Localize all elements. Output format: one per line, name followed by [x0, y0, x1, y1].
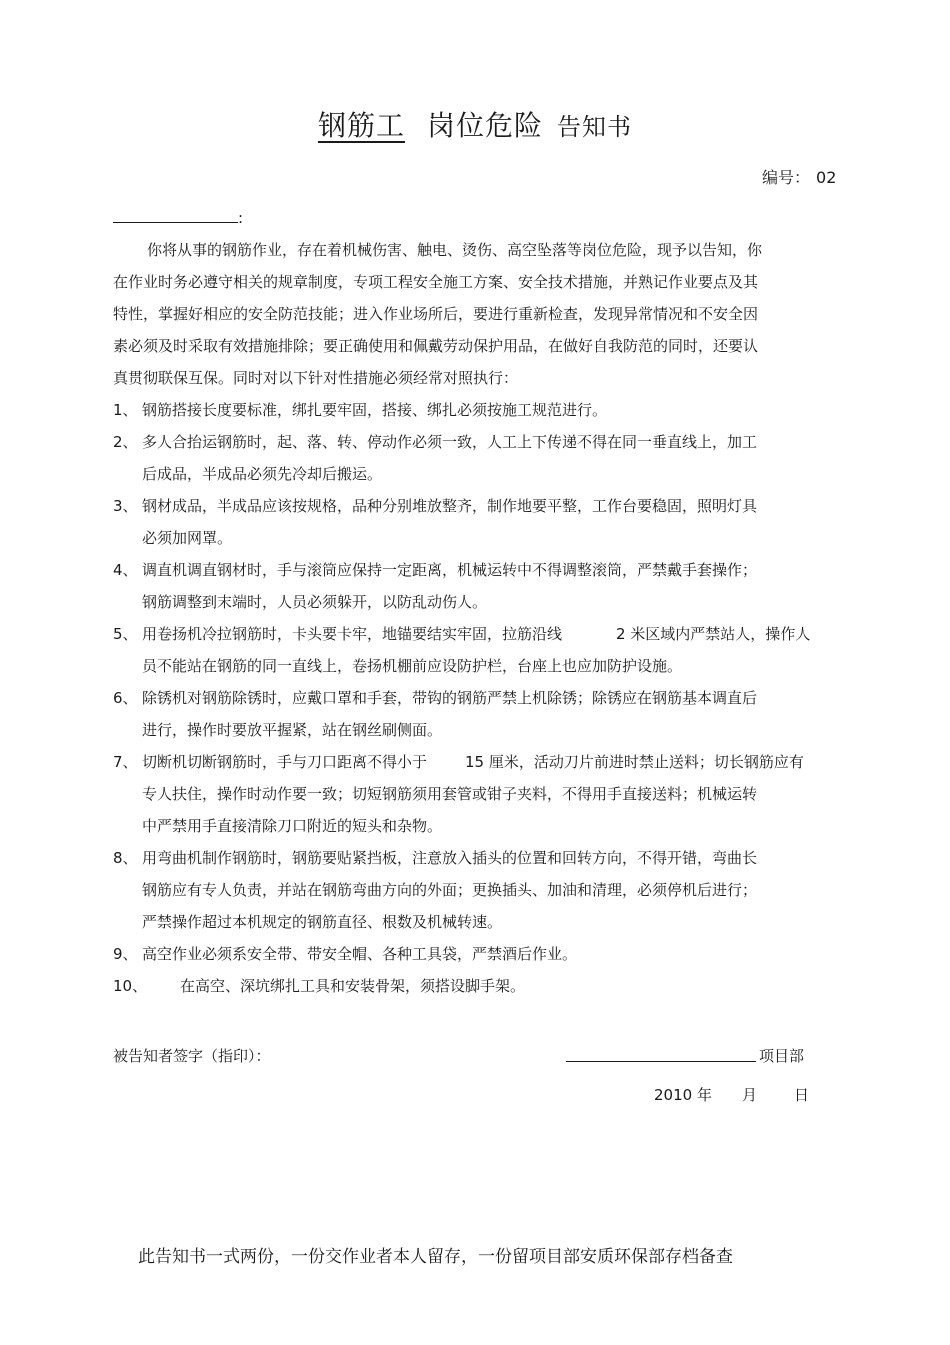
item-number: 2、: [113, 433, 138, 451]
date-month: 月: [742, 1086, 758, 1104]
intro-line: 在作业时务必遵守相关的规章制度，专项工程安全施工方案、安全技术措施，并熟记作业要点及其: [113, 273, 759, 291]
item-line: 切断机切断钢筋时，手与刀口距离不得小于: [142, 753, 428, 771]
title-job: 钢筋工: [317, 109, 405, 142]
item-number: 8、: [113, 849, 138, 867]
item-number: 3、: [113, 497, 138, 515]
item-number: 9、: [113, 945, 138, 963]
item-number: 7、: [113, 753, 138, 771]
date-year: 2010 年: [654, 1086, 712, 1104]
title-notice: 告知书: [557, 113, 633, 141]
item-line: 进行，操作时要放平握紧，站在钢丝刷侧面。: [142, 721, 443, 739]
item-line: 钢筋调整到末端时，人员必须躲开，以防乱动伤人。: [142, 593, 488, 611]
item-number: 6、: [113, 689, 138, 707]
item-number: 10、: [113, 977, 148, 995]
intro-line: 特性，掌握好相应的安全防范技能；进入作业场所后，要进行重新检查，发现异常情况和不安全因: [113, 305, 759, 323]
intro-line: 你将从事的钢筋作业，存在着机械伤害、触电、烫伤、高空坠落等岗位危险，现予以告知，你: [147, 241, 763, 259]
item-line: 在高空、深坑绑扎工具和安装骨架，须搭设脚手架。: [180, 977, 526, 995]
item-line-tail: 15 厘米，活动刀片前进时禁止送料；切长钢筋应有: [465, 753, 804, 771]
project-dept-label: 项目部: [759, 1047, 805, 1065]
item-line: 高空作业必须系安全带、带安全帽、各种工具袋，严禁酒后作业。: [142, 945, 578, 963]
intro-line: 素必须及时采取有效措施排除；要正确使用和佩戴劳动保护用品，在做好自我防范的同时，还要认: [113, 337, 759, 355]
item-line: 用弯曲机制作钢筋时，钢筋要贴紧挡板，注意放入插头的位置和回转方向，不得开错，弯曲长: [142, 849, 758, 867]
item-line: 员不能站在钢筋的同一直线上，卷扬机棚前应设防护栏，台座上也应加防护设施。: [142, 657, 683, 675]
item-line: 中严禁用手直接清除刀口附近的短头和杂物。: [142, 817, 443, 835]
date-day: 日: [794, 1086, 810, 1104]
intro-line: 真贯彻联保互保。同时对以下针对性措施必须经常对照执行：: [113, 369, 519, 387]
document-number-label: 编号：: [762, 168, 811, 187]
item-line: 严禁操作超过本机规定的钢筋直径、根数及机械转速。: [142, 913, 503, 931]
addressee-colon: :: [238, 209, 244, 227]
item-line: 用卷扬机冷拉钢筋时，卡头要卡牢，地锚要结实牢固，拉筋沿线: [142, 625, 563, 643]
item-number: 1、: [113, 401, 138, 419]
signature-label: 被告知者签字（指印）：: [113, 1047, 271, 1065]
item-line: 钢筋搭接长度要标准，绑扎要牢固，搭接、绑扎必须按施工规范进行。: [142, 401, 608, 419]
item-number: 4、: [113, 561, 138, 579]
project-dept-blank: [566, 1061, 756, 1062]
document-title: [0, 108, 950, 145]
footer-note: 此告知书一式两份，一份交作业者本人留存，一份留项目部安质环保部存档备查: [138, 1247, 733, 1267]
item-line: 必须加网罩。: [142, 529, 233, 547]
addressee-blank: [113, 208, 238, 223]
item-number: 5、: [113, 625, 138, 643]
document-number-value: 02: [816, 168, 837, 187]
title-hazard: 岗位危险: [427, 109, 544, 142]
item-line: 除锈机对钢筋除锈时，应戴口罩和手套，带钩的钢筋严禁上机除锈；除锈应在钢筋基本调直后: [142, 689, 758, 707]
item-line: 钢材成品，半成品应该按规格，品种分别堆放整齐，制作地要平整，工作台要稳固，照明灯具: [142, 497, 758, 515]
item-line: 后成品，半成品必须先冷却后搬运。: [142, 465, 383, 483]
item-line: 专人扶住，操作时动作要一致；切短钢筋须用套管或钳子夹料，不得用手直接送料；机械运转: [142, 785, 758, 803]
item-line-tail: 2 米区域内严禁站人，操作人: [616, 625, 811, 643]
item-line: 多人合抬运钢筋时，起、落、转、停动作必须一致，人工上下传递不得在同一垂直线上，加工: [142, 433, 758, 451]
item-line: 钢筋应有专人负责，并站在钢筋弯曲方向的外面；更换插头、加油和清理，必须停机后进行；: [142, 881, 758, 899]
document-number: [762, 168, 836, 188]
addressee-line: [113, 208, 243, 228]
item-line: 调直机调直钢材时，手与滚筒应保持一定距离，机械运转中不得调整滚筒，严禁戴手套操作；: [142, 561, 758, 579]
